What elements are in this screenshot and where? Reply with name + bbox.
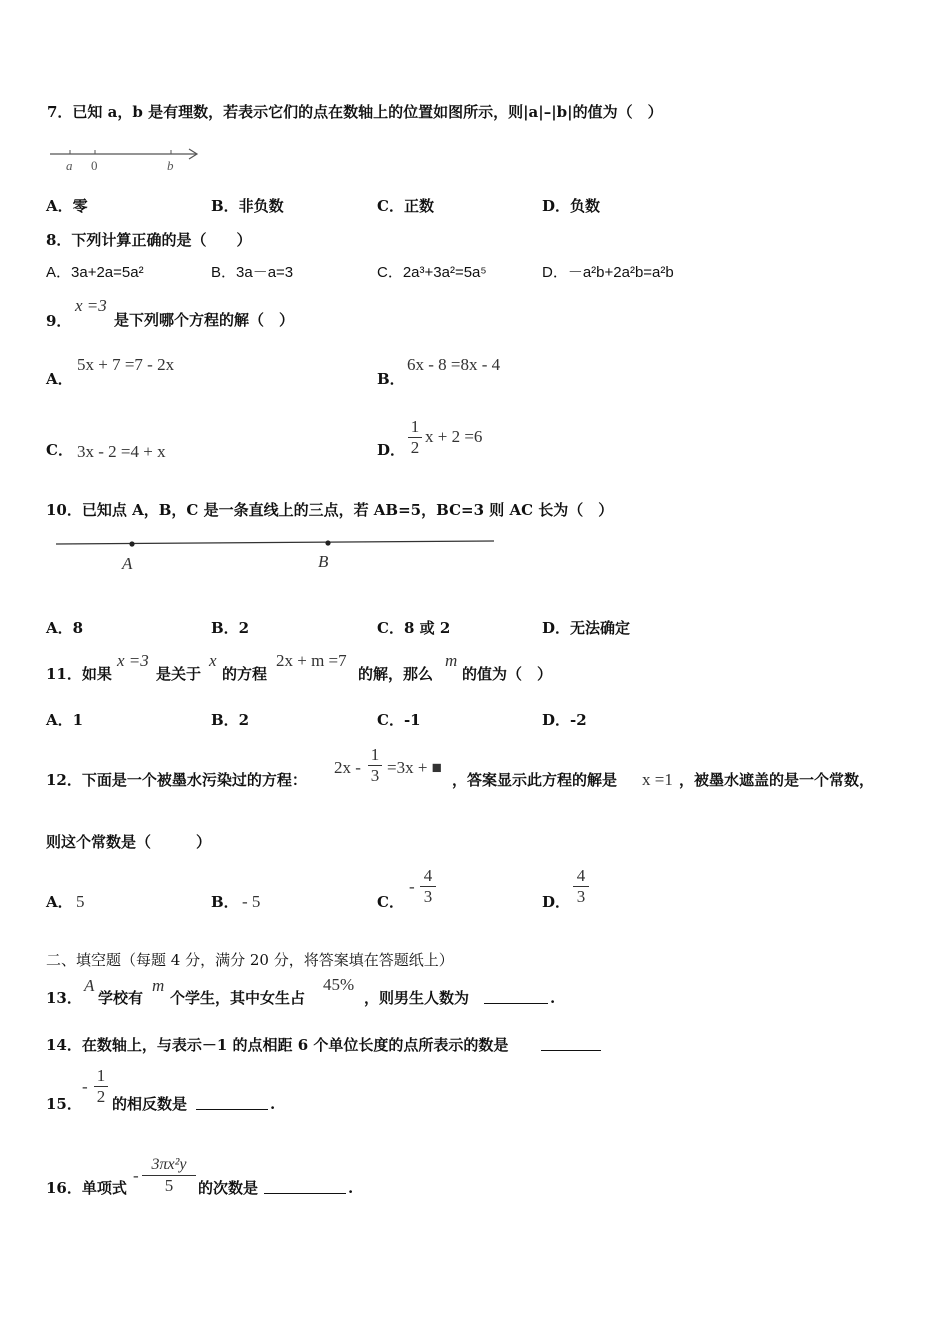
q9-option-b-label: B． [377, 370, 405, 388]
q13-number: 13． [46, 989, 82, 1007]
q16-text-1: 16．单项式 [46, 1179, 127, 1197]
fraction-numerator: 3πx²y [151, 1156, 187, 1173]
q11-text-2: 是关于 [156, 665, 202, 683]
q13-answer-blank[interactable] [484, 989, 548, 1008]
q16-answer-blank[interactable] [264, 1179, 346, 1198]
q15-number: 15． [46, 1095, 82, 1113]
q9-option-d-label: D． [377, 441, 406, 459]
q10-line-figure [54, 533, 499, 575]
fraction-numerator: 4 [423, 866, 433, 885]
q13-variable-a: A [84, 976, 95, 995]
q14-answer-blank[interactable] [541, 1036, 601, 1055]
q12-option-c-label: C． [377, 893, 404, 911]
axis-label-a: a [66, 158, 73, 173]
q11-option-a: A．1 [46, 711, 84, 729]
q16-text-2: 的次数是 [198, 1179, 259, 1197]
q9-option-c-label: C． [46, 441, 73, 459]
q10-option-c: C．8 或 2 [377, 619, 451, 637]
q16-fraction [142, 1155, 196, 1196]
q9-number: 9． [46, 312, 72, 330]
q11-option-b: B．2 [211, 711, 250, 729]
q8-option-c: C．2a³+3a²=5a⁵ [377, 264, 487, 281]
fraction-denominator: 5 [164, 1176, 174, 1195]
q9-option-b-equation: 6x - 8 =8x - 4 [407, 355, 501, 374]
q12-option-c-sign: - [409, 877, 415, 896]
point-a-label: A [122, 554, 133, 573]
q11-text-5: 的值为（ ） [462, 665, 553, 683]
q16-sign: - [133, 1166, 139, 1185]
q14-stem: 14．在数轴上，与表示－1 的点相距 6 个单位长度的点所表示的数是 [46, 1036, 509, 1054]
q8-stem: 8．下列计算正确的是（ ） [46, 231, 252, 249]
q11-variable-x: x [209, 651, 217, 670]
q11-text-1: 11．如果 [46, 665, 112, 683]
q8-option-d: D．－a²b+2a²b=a²b [542, 264, 674, 281]
q9-stem: 是下列哪个方程的解（ ） [114, 311, 295, 329]
q9-option-a-label: A． [46, 370, 73, 388]
q16-period: . [348, 1179, 354, 1197]
q11-variable-m: m [445, 651, 458, 670]
q9-option-d-equation: x + 2 =6 [425, 427, 483, 446]
q15-period: . [270, 1095, 276, 1113]
q13-text-1: 学校有 [98, 989, 144, 1007]
axis-label-b: b [167, 158, 174, 173]
q11-option-c: C．-1 [377, 711, 421, 729]
fraction-denominator: 2 [410, 438, 420, 457]
section-2-title: 二、填空题（每题 4 分，满分 20 分，将答案填在答题纸上） [46, 951, 454, 969]
q12-text-2: ，答案显示此方程的解是 [452, 771, 618, 789]
q10-option-b: B．2 [211, 619, 250, 637]
q12-text-3: ，被墨水遮盖的是一个常数， [679, 771, 875, 789]
q12-line-2: 则这个常数是（ ） [46, 833, 212, 851]
q13-text-2: 个学生，其中女生占 [170, 989, 306, 1007]
q7-option-d: D．负数 [542, 197, 601, 215]
fraction-numerator: 4 [576, 866, 586, 885]
fraction-denominator: 3 [576, 887, 586, 906]
q12-option-a-label: A． [46, 893, 73, 911]
q9-equation: x =3 [75, 296, 107, 315]
q8-option-a: A．3a+2a=5a² [46, 264, 144, 281]
fraction-denominator: 3 [423, 887, 433, 906]
fraction-numerator: 1 [96, 1066, 106, 1085]
q10-stem: 10．已知点 A，B，C 是一条直线上的三点，若 AB=5，BC=3 则 AC 长为（ ） [46, 501, 614, 519]
q7-stem: 7．已知 a，b 是有理数，若表示它们的点在数轴上的位置如图所示，则|a|–|b|的值为（ ） [47, 103, 663, 121]
q11-text-3: 的方程 [222, 665, 268, 683]
fraction-denominator: 3 [370, 766, 380, 785]
q15-text: 的相反数是 [112, 1095, 188, 1113]
q12-option-a-value: 5 [76, 892, 85, 911]
q13-variable-m: m [152, 976, 165, 995]
q12-option-d-label: D． [542, 893, 571, 911]
q10-option-a: A．8 [46, 619, 84, 637]
q10-option-d: D．无法确定 [542, 619, 631, 637]
q15-fraction [94, 1066, 108, 1107]
q12-option-b-label: B． [211, 893, 239, 911]
q9-option-a-equation: 5x + 7 =7 - 2x [77, 355, 175, 374]
q12-option-c-fraction [420, 866, 436, 907]
q12-text-1: 12．下面是一个被墨水污染过的方程： [46, 771, 307, 789]
q12-solution: x =1 [642, 770, 673, 789]
q7-number-line [46, 142, 206, 176]
q13-period: . [550, 989, 556, 1007]
q12-equation-left: 2x - [334, 758, 361, 777]
axis-label-zero: 0 [91, 158, 98, 173]
q7-option-b: B．非负数 [211, 197, 284, 215]
fraction-numerator: 1 [410, 417, 420, 436]
q15-sign: - [82, 1077, 88, 1096]
q11-equation-2: 2x + m =7 [276, 651, 347, 670]
q11-text-4: 的解，那么 [358, 665, 434, 683]
q7-option-c: C．正数 [377, 197, 434, 215]
q11-equation-1: x =3 [117, 651, 149, 670]
q12-equation-right: =3x + ■ [387, 758, 442, 777]
fraction-denominator: 2 [96, 1087, 106, 1106]
point-b-label: B [318, 552, 329, 571]
q9-option-d-fraction [408, 417, 422, 458]
q13-percent: 45% [323, 975, 355, 994]
q12-option-b-value: - 5 [242, 892, 261, 911]
q11-option-d: D．-2 [542, 711, 587, 729]
q8-option-b: B．3a－a=3 [211, 264, 294, 281]
q13-text-3: ，则男生人数为 [364, 989, 470, 1007]
q12-fraction [368, 745, 382, 786]
q12-option-d-fraction [573, 866, 589, 907]
fraction-numerator: 1 [370, 745, 380, 764]
q15-answer-blank[interactable] [196, 1095, 268, 1114]
q7-option-a: A．零 [46, 197, 88, 215]
q9-option-c-equation: 3x - 2 =4 + x [77, 442, 166, 461]
